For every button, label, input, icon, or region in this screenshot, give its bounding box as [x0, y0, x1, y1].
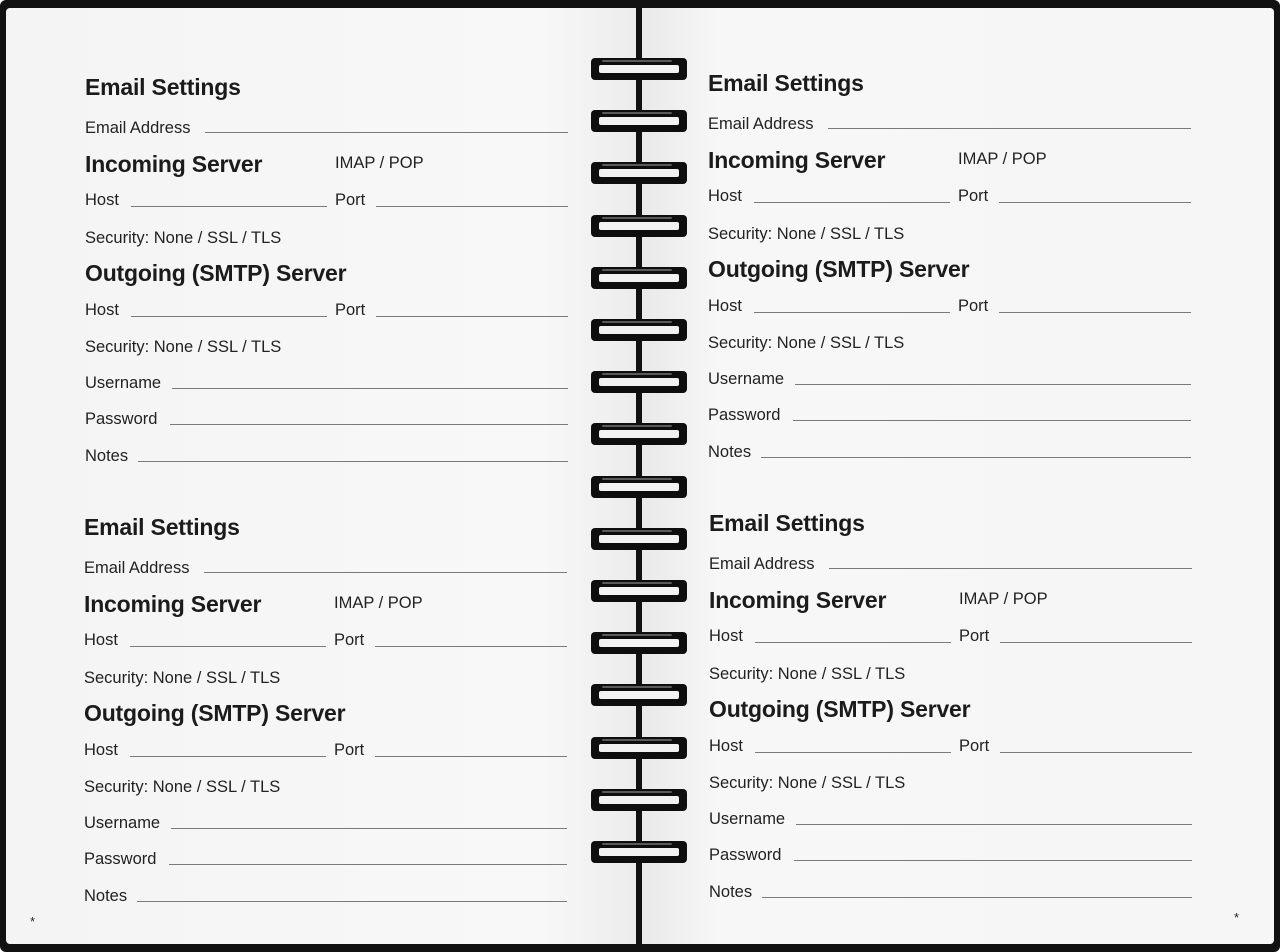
incoming-host-line	[130, 646, 326, 647]
outgoing-host-line	[755, 752, 951, 753]
incoming-server-title: Incoming Server	[708, 147, 886, 173]
email-address-line	[829, 568, 1192, 569]
spiral-coil	[590, 839, 688, 865]
username-label: Username	[84, 814, 161, 832]
outgoing-port-label: Port	[335, 301, 366, 319]
spiral-coil	[590, 578, 688, 604]
incoming-security-label: Security: None / SSL / TLS	[709, 665, 906, 683]
incoming-host-line	[131, 206, 327, 207]
notes-label: Notes	[708, 443, 752, 461]
email-address-label: Email Address	[708, 115, 814, 133]
password-label: Password	[84, 850, 157, 868]
spiral-coil	[590, 682, 688, 708]
incoming-port-label: Port	[958, 187, 989, 205]
username-line	[795, 384, 1191, 385]
password-line	[170, 424, 568, 425]
spiral-coil	[590, 108, 688, 134]
incoming-port-line	[375, 646, 567, 647]
email-address-line	[204, 572, 567, 573]
outgoing-port-label: Port	[959, 737, 990, 755]
protocol-label: IMAP / POP	[959, 590, 1048, 608]
spiral-coil	[590, 369, 688, 395]
username-line	[796, 824, 1192, 825]
outgoing-host-label: Host	[84, 741, 118, 759]
password-line	[169, 864, 567, 865]
outgoing-server-title: Outgoing (SMTP) Server	[84, 700, 346, 726]
email-address-line	[828, 128, 1191, 129]
incoming-server-title: Incoming Server	[709, 587, 887, 613]
spiral-coil	[590, 265, 688, 291]
outgoing-port-line	[1000, 752, 1192, 753]
spiral-coil	[590, 630, 688, 656]
password-label: Password	[85, 410, 158, 428]
username-label: Username	[85, 374, 162, 392]
outgoing-security-label: Security: None / SSL / TLS	[84, 778, 281, 796]
password-label: Password	[709, 846, 782, 864]
left-page	[6, 8, 636, 944]
incoming-port-label: Port	[334, 631, 365, 649]
protocol-label: IMAP / POP	[958, 150, 1047, 168]
spiral-coil	[590, 526, 688, 552]
incoming-host-label: Host	[84, 631, 118, 649]
incoming-port-label: Port	[335, 191, 366, 209]
spiral-coil	[590, 474, 688, 500]
outgoing-host-label: Host	[709, 737, 743, 755]
email-address-label: Email Address	[84, 559, 190, 577]
protocol-label: IMAP / POP	[335, 154, 424, 172]
section-title: Email Settings	[708, 70, 864, 96]
section-title: Email Settings	[84, 514, 240, 540]
page-mark-left: *	[30, 914, 36, 929]
spiral-coil	[590, 735, 688, 761]
outgoing-host-line	[130, 756, 326, 757]
notes-line	[138, 461, 568, 462]
notes-line	[762, 897, 1192, 898]
spiral-coil	[590, 787, 688, 813]
outgoing-port-label: Port	[958, 297, 989, 315]
spiral-coil	[590, 317, 688, 343]
email-address-label: Email Address	[85, 119, 191, 137]
notes-label: Notes	[709, 883, 753, 901]
incoming-port-label: Port	[959, 627, 990, 645]
notes-line	[761, 457, 1191, 458]
username-label: Username	[708, 370, 785, 388]
incoming-security-label: Security: None / SSL / TLS	[708, 225, 905, 243]
outgoing-host-label: Host	[85, 301, 119, 319]
section-title: Email Settings	[85, 74, 241, 100]
notes-line	[137, 901, 567, 902]
outgoing-security-label: Security: None / SSL / TLS	[709, 774, 906, 792]
protocol-label: IMAP / POP	[334, 594, 423, 612]
notes-label: Notes	[85, 447, 129, 465]
password-line	[793, 420, 1191, 421]
incoming-host-line	[754, 202, 950, 203]
incoming-server-title: Incoming Server	[85, 151, 263, 177]
spiral-coil	[590, 160, 688, 186]
outgoing-port-line	[375, 756, 567, 757]
incoming-port-line	[999, 202, 1191, 203]
outgoing-security-label: Security: None / SSL / TLS	[85, 338, 282, 356]
incoming-host-line	[755, 642, 951, 643]
section-title: Email Settings	[709, 510, 865, 536]
outgoing-host-line	[131, 316, 327, 317]
email-address-label: Email Address	[709, 555, 815, 573]
incoming-host-label: Host	[708, 187, 742, 205]
outgoing-port-label: Port	[334, 741, 365, 759]
outgoing-server-title: Outgoing (SMTP) Server	[85, 260, 347, 286]
spiral-coil	[590, 56, 688, 82]
page-mark-right: *	[1234, 910, 1240, 925]
incoming-server-title: Incoming Server	[84, 591, 262, 617]
email-address-line	[205, 132, 568, 133]
outgoing-port-line	[376, 316, 568, 317]
password-label: Password	[708, 406, 781, 424]
spiral-coil	[590, 421, 688, 447]
incoming-port-line	[376, 206, 568, 207]
incoming-port-line	[1000, 642, 1192, 643]
incoming-host-label: Host	[85, 191, 119, 209]
username-line	[171, 828, 567, 829]
outgoing-server-title: Outgoing (SMTP) Server	[709, 696, 971, 722]
spiral-coil	[590, 213, 688, 239]
outgoing-security-label: Security: None / SSL / TLS	[708, 334, 905, 352]
outgoing-host-line	[754, 312, 950, 313]
username-line	[172, 388, 568, 389]
incoming-host-label: Host	[709, 627, 743, 645]
notes-label: Notes	[84, 887, 128, 905]
password-line	[794, 860, 1192, 861]
outgoing-server-title: Outgoing (SMTP) Server	[708, 256, 970, 282]
incoming-security-label: Security: None / SSL / TLS	[84, 669, 281, 687]
outgoing-host-label: Host	[708, 297, 742, 315]
incoming-security-label: Security: None / SSL / TLS	[85, 229, 282, 247]
username-label: Username	[709, 810, 786, 828]
outgoing-port-line	[999, 312, 1191, 313]
